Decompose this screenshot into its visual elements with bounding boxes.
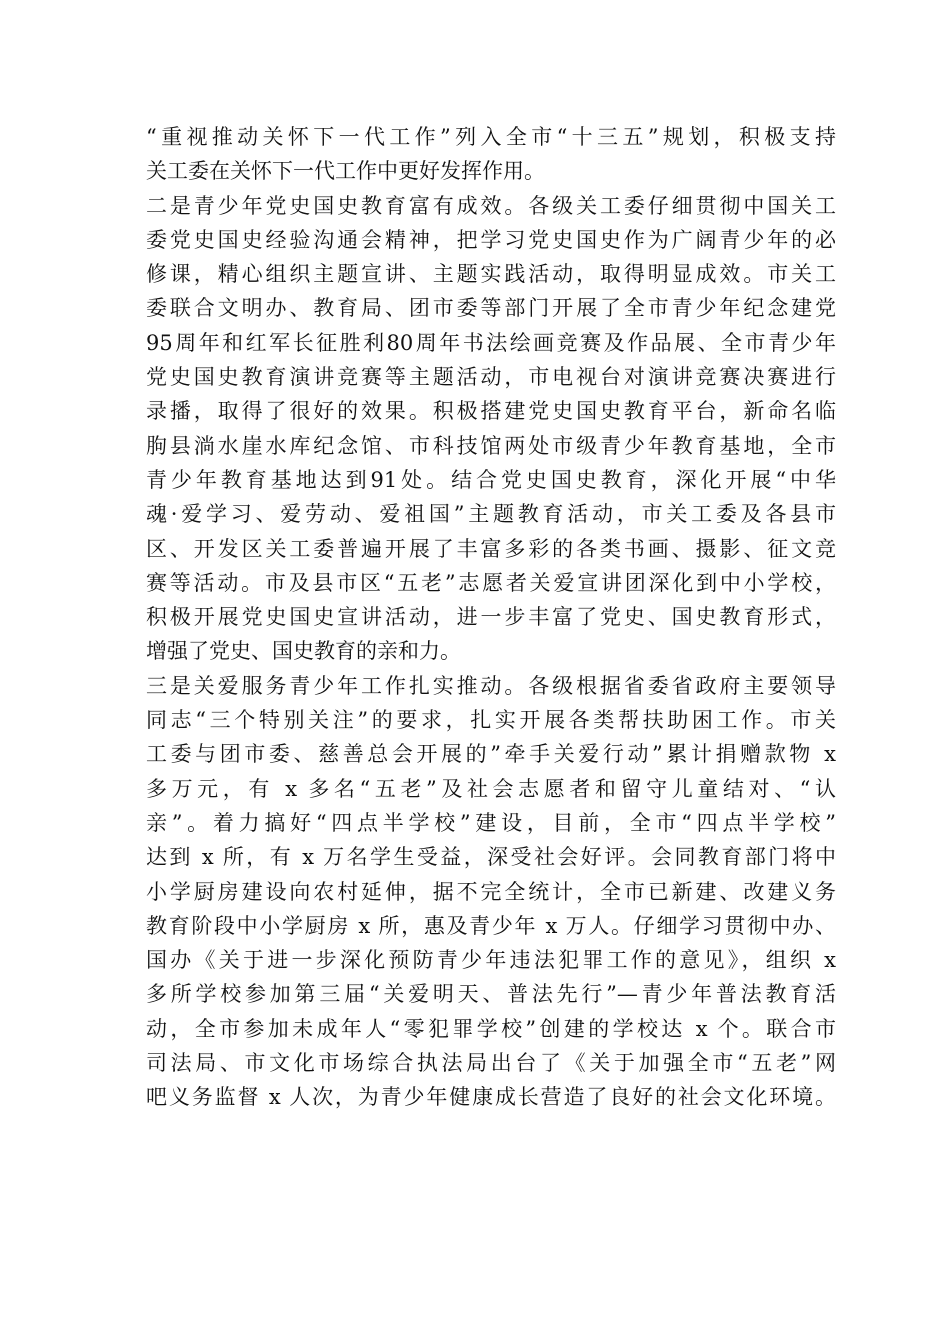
text-line: 达到 x 所，有 x 万名学生受益，深受社会好评。会同教育部门将中	[146, 845, 836, 870]
text-line: 工委与团市委、慈善总会开展的”牵手关爱行动”累计捐赠款物 x	[146, 742, 836, 767]
text-line: 吧义务监督 x 人次，为青少年健康成长营造了良好的社会文化环境。	[146, 1085, 836, 1110]
text-line: 教育阶段中小学厨房 x 所，惠及青少年 x 万人。仔细学习贯彻中办、	[146, 913, 836, 938]
text-line: 95周年和红军长征胜利80周年书法绘画竞赛及作品展、全市青少年	[146, 330, 836, 355]
text-line: 多所学校参加第三届“关爱明天、普法先行”—青少年普法教育活	[146, 982, 836, 1007]
text-line: 赛等活动。市及县市区“五老”志愿者关爱宣讲团深化到中小学校，	[146, 570, 836, 595]
text-line: 增强了党史、国史教育的亲和力。	[146, 639, 461, 664]
text-line: 同志“三个特别关注”的要求，扎实开展各类帮扶助困工作。市关	[146, 708, 836, 733]
text-line: 委党史国史经验沟通会精神，把学习党史国史作为广阔青少年的必	[146, 227, 836, 252]
text-line: 委联合文明办、教育局、团市委等部门开展了全市青少年纪念建党	[146, 296, 836, 321]
text-line: 录播，取得了很好的效果。积极搭建党史国史教育平台，新命名临	[146, 399, 836, 424]
text-line: 二是青少年党史国史教育富有成效。各级关工委仔细贯彻中国关工	[146, 193, 836, 218]
text-line: 小学厨房建设向农村延伸，据不完全统计，全市已新建、改建义务	[146, 879, 836, 904]
text-line: “重视推动关怀下一代工作”列入全市“十三五”规划，积极支持	[146, 125, 836, 149]
text-line: 党史国史教育演讲竞赛等主题活动，市电视台对演讲竞赛决赛进行	[146, 365, 836, 390]
text-line: 关工委在关怀下一代工作中更好发挥作用。	[146, 159, 545, 184]
text-line: 修课，精心组织主题宣讲、主题实践活动，取得明显成效。市关工	[146, 262, 836, 287]
text-line: 多万元，有 x 多名“五老”及社会志愿者和留守儿童结对、“认	[146, 776, 836, 801]
text-line: 三是关爱服务青少年工作扎实推动。各级根据省委省政府主要领导	[146, 673, 836, 698]
text-line: 动，全市参加未成年人“零犯罪学校”创建的学校达 x 个。联合市	[146, 1016, 836, 1041]
text-line: 朐县淌水崖水库纪念馆、市科技馆两处市级青少年教育基地，全市	[146, 433, 836, 458]
text-line: 司法局、市文化市场综合执法局出台了《关于加强全市“五老”网	[146, 1051, 836, 1076]
text-line: 积极开展党史国史宣讲活动，进一步丰富了党史、国史教育形式，	[146, 605, 836, 630]
text-line: 亲”。着力搞好“四点半学校”建设，目前，全市“四点半学校”	[146, 810, 836, 835]
text-line: 魂·爱学习、爱劳动、爱祖国”主题教育活动，市关工委及各县市	[146, 502, 836, 527]
text-line: 区、开发区关工委普遍开展了丰富多彩的各类书画、摄影、征文竞	[146, 536, 836, 561]
text-line: 国办《关于进一步深化预防青少年违法犯罪工作的意见》，组织 x	[146, 948, 836, 973]
text-line: 青少年教育基地达到91处。结合党史国史教育，深化开展“中华	[146, 467, 836, 492]
document-body	[146, 120, 836, 1115]
